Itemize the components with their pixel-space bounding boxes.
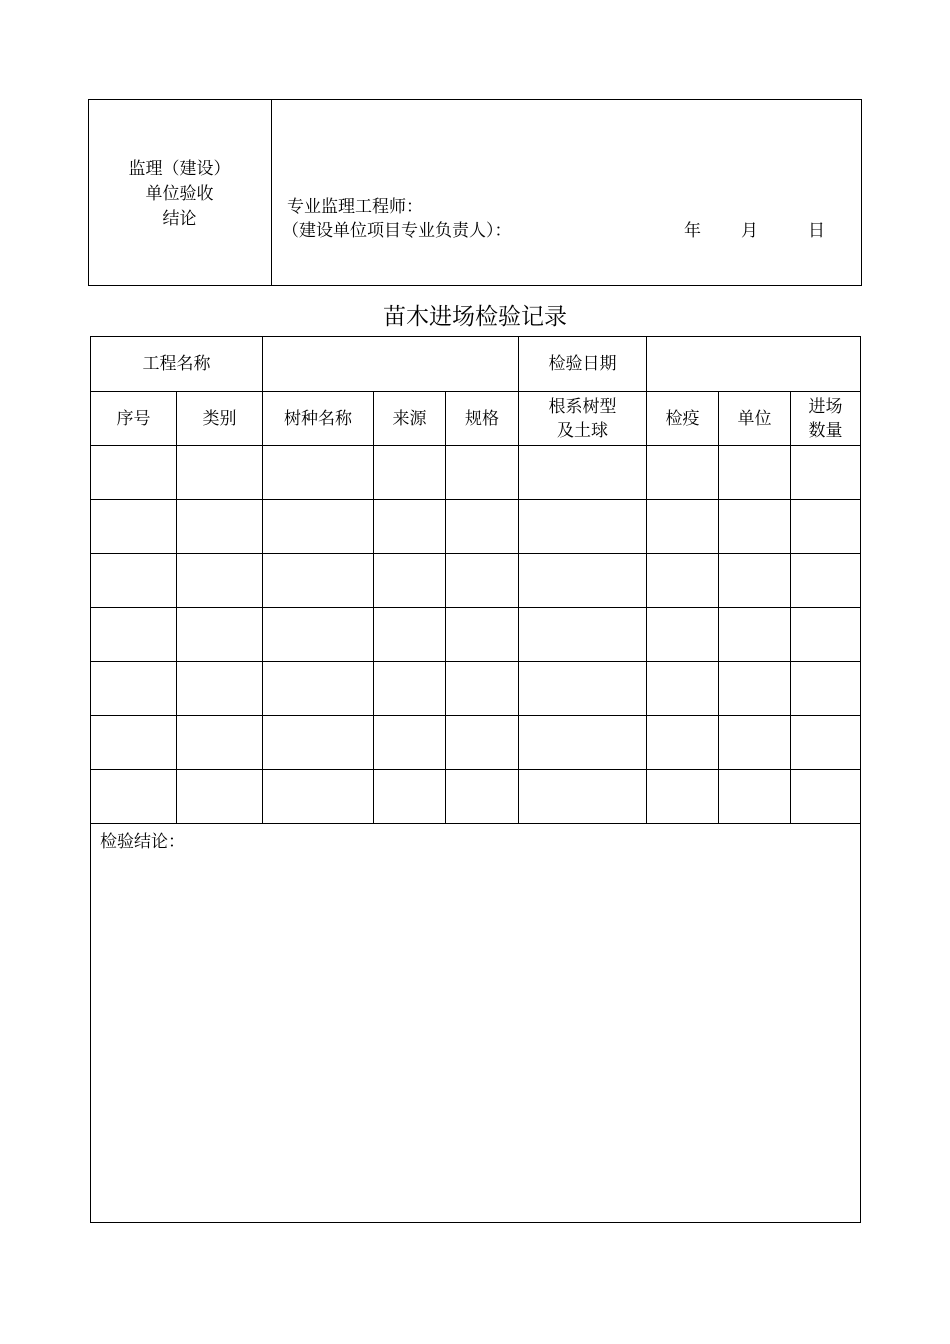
table-cell[interactable] — [91, 662, 177, 716]
table-cell[interactable] — [177, 500, 263, 554]
header-row — [91, 337, 861, 392]
column-header-quantity: 进场 数量 — [791, 392, 861, 446]
table-cell[interactable] — [374, 446, 446, 500]
column-header-source: 来源 — [374, 392, 446, 446]
conclusion-row — [91, 824, 861, 1223]
table-cell[interactable] — [791, 608, 861, 662]
table-cell[interactable] — [519, 716, 647, 770]
owner-rep-signature-label: （建设单位项目专业负责人）： — [282, 221, 512, 241]
project-name-label: 工程名称 — [91, 337, 263, 392]
table-cell[interactable] — [263, 716, 374, 770]
table-cell[interactable] — [91, 554, 177, 608]
table-cell[interactable] — [177, 446, 263, 500]
table-cell[interactable] — [519, 662, 647, 716]
table-cell[interactable] — [519, 770, 647, 824]
table-row — [91, 716, 861, 770]
table-cell[interactable] — [719, 446, 791, 500]
table-cell[interactable] — [719, 716, 791, 770]
supervision-label-line3: 结论 — [162, 209, 197, 229]
table-cell[interactable] — [446, 554, 519, 608]
table-cell[interactable] — [519, 554, 647, 608]
table-cell[interactable] — [446, 716, 519, 770]
inspection-date-field[interactable] — [647, 337, 861, 392]
table-cell[interactable] — [791, 662, 861, 716]
table-cell[interactable] — [791, 500, 861, 554]
table-cell[interactable] — [719, 500, 791, 554]
table-cell[interactable] — [519, 446, 647, 500]
table-cell[interactable] — [263, 770, 374, 824]
table-row — [91, 608, 861, 662]
column-header-seq: 序号 — [91, 392, 177, 446]
inspection-date-label: 检验日期 — [519, 337, 647, 392]
conclusion-field[interactable] — [91, 824, 861, 1223]
table-cell[interactable] — [647, 662, 719, 716]
table-cell[interactable] — [374, 662, 446, 716]
table-cell[interactable] — [719, 608, 791, 662]
table-cell[interactable] — [719, 770, 791, 824]
table-cell[interactable] — [91, 608, 177, 662]
table-cell[interactable] — [91, 716, 177, 770]
column-header-unit: 单位 — [719, 392, 791, 446]
table-cell[interactable] — [647, 770, 719, 824]
column-header-category: 类别 — [177, 392, 263, 446]
supervision-label-line1: 监理（建设） — [128, 159, 231, 179]
table-cell[interactable] — [647, 716, 719, 770]
table-cell[interactable] — [177, 716, 263, 770]
table-cell[interactable] — [446, 500, 519, 554]
project-name-field[interactable] — [263, 337, 519, 392]
table-cell[interactable] — [263, 554, 374, 608]
table-row — [91, 662, 861, 716]
table-cell[interactable] — [374, 608, 446, 662]
table-cell[interactable] — [647, 554, 719, 608]
table-cell[interactable] — [719, 662, 791, 716]
column-header-quarantine: 检疫 — [647, 392, 719, 446]
table-cell[interactable] — [374, 500, 446, 554]
table-cell[interactable] — [374, 554, 446, 608]
table-cell[interactable] — [791, 770, 861, 824]
table-cell[interactable] — [791, 554, 861, 608]
table-cell[interactable] — [791, 446, 861, 500]
table-cell[interactable] — [263, 500, 374, 554]
table-cell[interactable] — [177, 608, 263, 662]
column-header-row — [91, 392, 861, 446]
table-cell[interactable] — [791, 716, 861, 770]
table-cell[interactable] — [263, 662, 374, 716]
table-cell[interactable] — [446, 608, 519, 662]
date-month-label: 月 — [741, 221, 758, 241]
form-title: 苗木进场检验记录 — [383, 304, 567, 330]
engineer-signature-label: 专业监理工程师： — [287, 197, 423, 217]
date-day-label: 日 — [808, 221, 825, 241]
date-year-label: 年 — [684, 221, 701, 241]
table-cell[interactable] — [446, 770, 519, 824]
table-cell[interactable] — [647, 608, 719, 662]
column-header-spec: 规格 — [446, 392, 519, 446]
table-row — [91, 500, 861, 554]
table-row — [91, 770, 861, 824]
table-cell[interactable] — [519, 608, 647, 662]
table-cell[interactable] — [446, 662, 519, 716]
table-cell[interactable] — [91, 500, 177, 554]
table-cell[interactable] — [374, 770, 446, 824]
supervision-divider — [271, 99, 272, 286]
column-header-root-form: 根系树型 及土球 — [519, 392, 647, 446]
table-cell[interactable] — [519, 500, 647, 554]
table-cell[interactable] — [647, 446, 719, 500]
table-cell[interactable] — [374, 716, 446, 770]
table-cell[interactable] — [177, 662, 263, 716]
table-row — [91, 446, 861, 500]
table-row — [91, 554, 861, 608]
table-cell[interactable] — [177, 770, 263, 824]
table-cell[interactable] — [263, 608, 374, 662]
table-cell[interactable] — [263, 446, 374, 500]
table-cell[interactable] — [647, 500, 719, 554]
inspection-table — [90, 336, 861, 1223]
table-cell[interactable] — [446, 446, 519, 500]
table-cell[interactable] — [91, 770, 177, 824]
table-cell[interactable] — [177, 554, 263, 608]
table-cell[interactable] — [719, 554, 791, 608]
supervision-label-line2: 单位验收 — [145, 184, 214, 204]
table-cell[interactable] — [91, 446, 177, 500]
column-header-species: 树种名称 — [263, 392, 374, 446]
conclusion-label: 检验结论： — [100, 832, 185, 852]
